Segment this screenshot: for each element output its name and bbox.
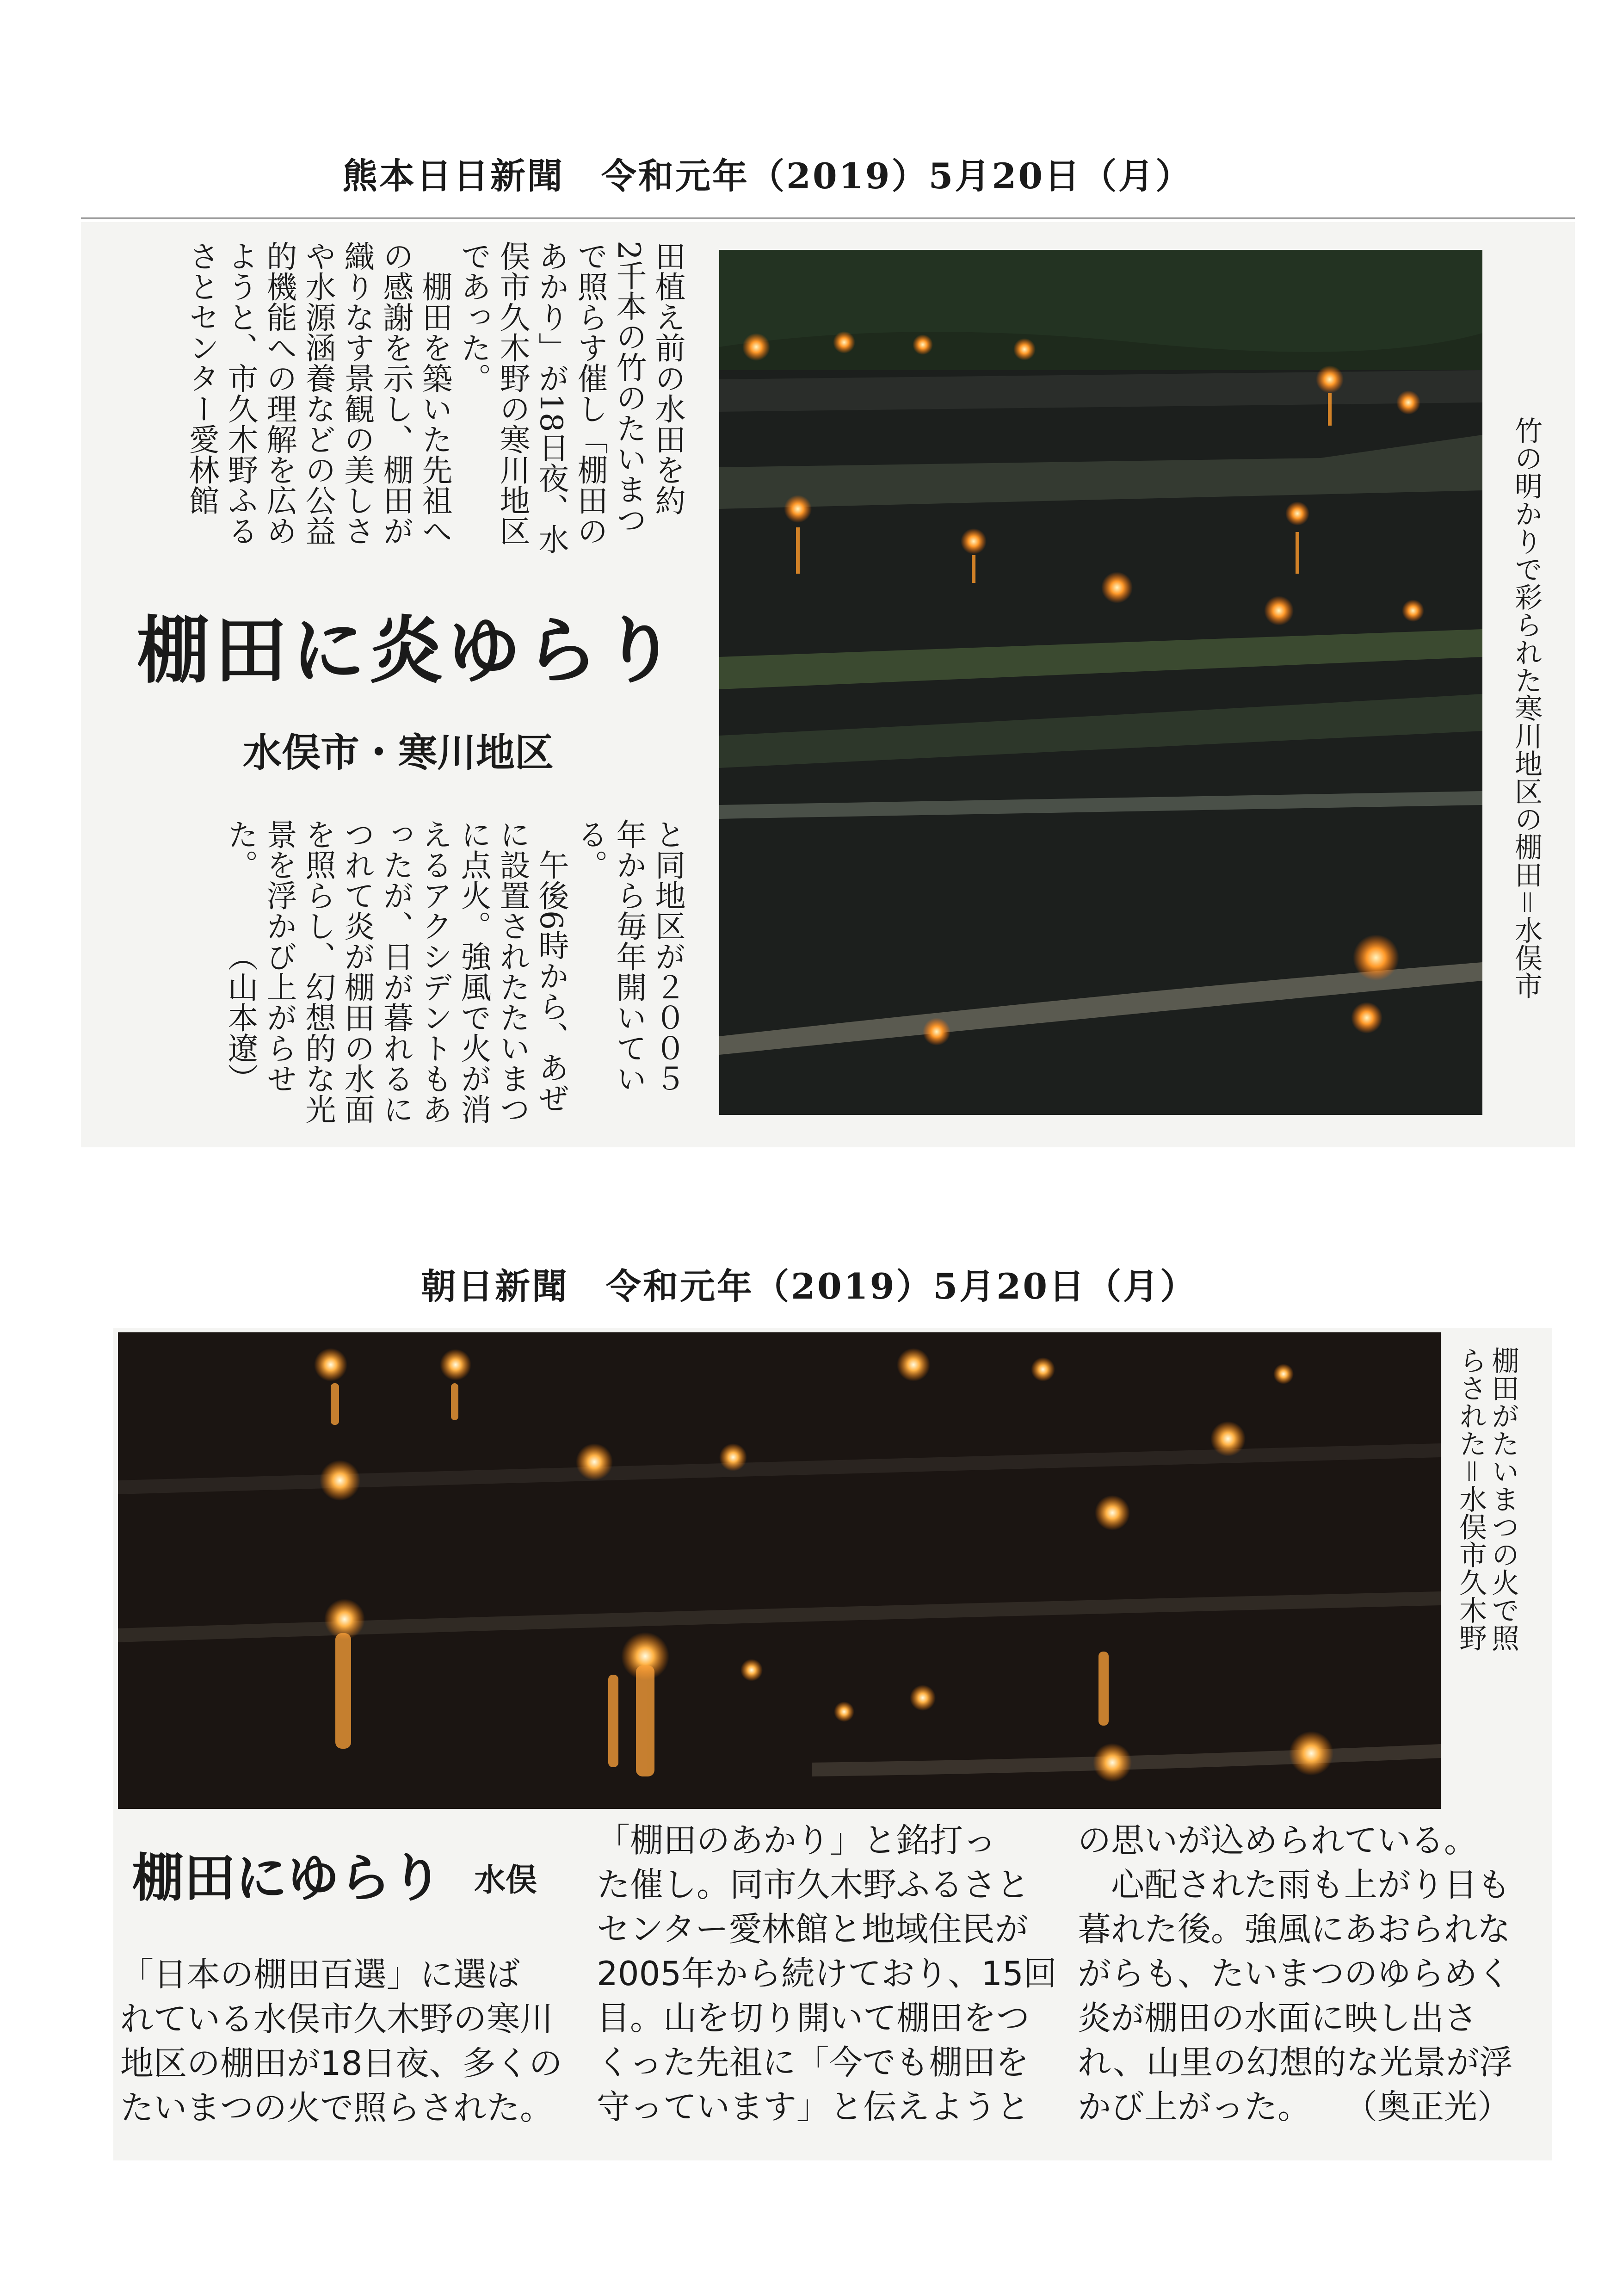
body-line: れ、山里の幻想的な光景が浮 xyxy=(1078,2043,1513,2082)
clip2-column-1 xyxy=(120,1952,574,2130)
body-line: あかり」が18日夜、水 xyxy=(533,241,569,554)
body-line: 地区の棚田が18日夜、多くの xyxy=(120,2044,562,2083)
body-line: 的機能への理解を広め xyxy=(261,241,297,546)
body-line: る。 xyxy=(572,819,608,880)
body-line: 棚田を築いた先祖へ xyxy=(417,241,452,546)
body-line: で照らす催し「棚田の xyxy=(572,241,608,546)
clip2-article xyxy=(113,1328,1552,2160)
body-line: や水源涵養などの公益 xyxy=(300,241,336,546)
clip2-source-line: 朝日新聞 令和元年（2019）5月20日（月） xyxy=(421,1266,1197,1307)
clip2-column-2 xyxy=(597,1818,1059,2129)
body-line: ようと、市久木野ふる xyxy=(222,241,258,546)
clip1-headline: 棚田に炎ゆらり xyxy=(136,608,680,693)
body-line: 田植え前の水田を約 xyxy=(650,241,685,515)
body-line: の感謝を示し、棚田が xyxy=(378,241,413,546)
clip1-subhead: 水俣市・寒川地区 xyxy=(243,730,554,775)
body-line: た催し。同市久木野ふるさと xyxy=(597,1865,1030,1904)
caption-line: らされた＝水俣市久木野 xyxy=(1455,1346,1487,1652)
body-line: ったが、日が暮れるに xyxy=(378,819,413,1124)
body-line: 2005年から続けており、15回 xyxy=(597,1954,1057,1993)
clip1-body-lower xyxy=(221,819,687,1124)
clip1-source-line: 熊本日日新聞 令和元年（2019）5月20日（月） xyxy=(342,155,1193,197)
body-line: 炎が棚田の水面に映し出さ xyxy=(1078,1999,1478,2037)
body-line: えるアクシデントもあ xyxy=(417,819,452,1124)
body-line: たいまつの火で照らされた。 xyxy=(120,2088,554,2127)
body-line: 織りなす景観の美しさ xyxy=(339,241,375,546)
body-line: と同地区が２００５ xyxy=(650,819,685,1094)
body-line: 心配された雨も上がり日も xyxy=(1078,1865,1511,1904)
body-line: 目。山を切り開いて棚田をつ xyxy=(597,1999,1030,2037)
caption-line: 棚田がたいまつの火で照 xyxy=(1487,1346,1519,1652)
body-line: 守っています」と伝えようと xyxy=(597,2087,1030,2126)
clip2-photo-caption xyxy=(1455,1346,1519,1763)
clip2-headline: 棚田にゆらり xyxy=(132,1848,443,1908)
body-line: センター愛林館と地域住民が xyxy=(597,1910,1029,1949)
clip1-top-rule xyxy=(81,217,1575,219)
body-line: 2千本の竹のたいまつ xyxy=(611,241,647,535)
body-line: 俣市久木野の寒川地区 xyxy=(494,241,530,546)
body-line: くった先祖に「今でも棚田を xyxy=(597,2043,1029,2082)
body-line: 午後6時から、あぜ xyxy=(533,819,569,1113)
body-line: がらも、たいまつのゆらめく xyxy=(1078,1954,1511,1993)
body-line: を照らし、幻想的な光 xyxy=(300,819,336,1124)
body-line: かび上がった。 （奥正光） xyxy=(1078,2087,1511,2126)
body-line: の思いが込められている。 xyxy=(1078,1821,1478,1860)
torch-terrace-image xyxy=(118,1332,1441,1809)
clip1-photo-caption: 竹の明かりで彩られた寒川地区の棚田＝水俣市 xyxy=(1510,416,1543,999)
body-line: れている水俣市久木野の寒川 xyxy=(120,1999,554,2038)
clip2-column-3 xyxy=(1078,1818,1545,2129)
body-line: た。 （山本遼） xyxy=(222,819,258,1094)
rice-terrace-night-image xyxy=(719,250,1482,1115)
body-line: に点火。強風で火が消 xyxy=(456,819,491,1124)
body-line: 「日本の棚田百選」に選ば xyxy=(120,1955,520,1994)
body-line: であった。 xyxy=(456,241,491,393)
body-line: 年から毎年開いてい xyxy=(611,819,647,1094)
body-line: 景を浮かび上がらせ xyxy=(261,819,297,1094)
body-line: に設置されたたいまつ xyxy=(494,819,530,1124)
body-line: つれて炎が棚田の水面 xyxy=(339,819,375,1124)
clip2-photo xyxy=(118,1332,1441,1809)
body-line: 暮れた後。強風にあおられな xyxy=(1078,1910,1511,1949)
clip2-region-tag: 水俣 xyxy=(474,1862,537,1899)
clip1-photo xyxy=(719,250,1482,1115)
body-line: さとセンター愛林館 xyxy=(184,241,219,515)
body-line: 「棚田のあかり」と銘打っ xyxy=(597,1821,997,1860)
clip1-article xyxy=(81,222,1575,1147)
clip1-body-upper xyxy=(182,241,687,611)
